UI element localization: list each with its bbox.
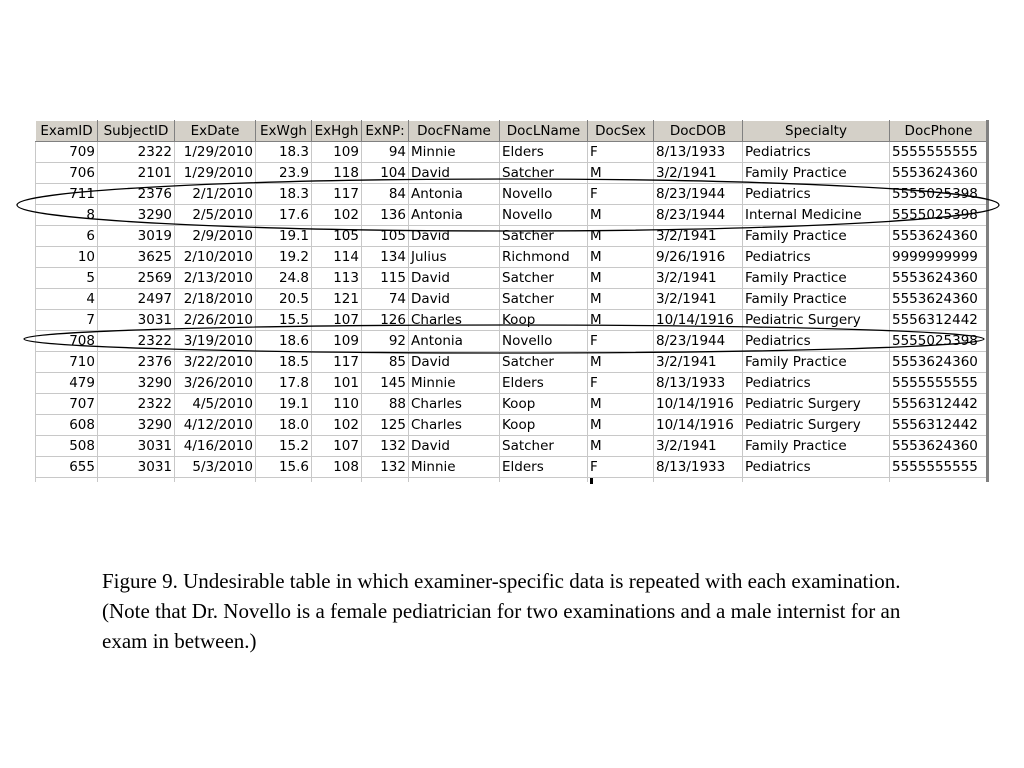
- empty-cell[interactable]: [256, 478, 312, 483]
- table-cell[interactable]: Satcher: [500, 436, 588, 457]
- table-cell[interactable]: M: [588, 310, 654, 331]
- table-cell[interactable]: 102: [312, 205, 362, 226]
- table-cell[interactable]: 109: [312, 142, 362, 163]
- table-cell[interactable]: 508: [36, 436, 98, 457]
- table-cell[interactable]: David: [409, 226, 500, 247]
- table-cell[interactable]: Pediatrics: [743, 331, 890, 352]
- table-cell[interactable]: Satcher: [500, 289, 588, 310]
- table-cell[interactable]: 608: [36, 415, 98, 436]
- table-cell[interactable]: 134: [362, 247, 409, 268]
- empty-cell[interactable]: [36, 478, 98, 483]
- table-cell[interactable]: David: [409, 268, 500, 289]
- table-cell[interactable]: 479: [36, 373, 98, 394]
- table-cell[interactable]: Antonia: [409, 331, 500, 352]
- table-cell[interactable]: 3/22/2010: [175, 352, 256, 373]
- column-header[interactable]: SubjectID: [98, 121, 175, 142]
- table-cell[interactable]: M: [588, 268, 654, 289]
- figure-caption: Figure 9. Undesirable table in which examiner-specific data is repeated with each examination. (Note that Dr. Novello is a female pediatrician for two examinations and a male internist for an exam in between.): [102, 569, 901, 653]
- table-cell[interactable]: M: [588, 163, 654, 184]
- column-header[interactable]: DocFName: [409, 121, 500, 142]
- table-row[interactable]: [36, 142, 988, 163]
- table-cell[interactable]: 121: [312, 289, 362, 310]
- table-cell[interactable]: 8/13/1933: [654, 457, 743, 478]
- table-cell[interactable]: 5553624360: [890, 289, 988, 310]
- table-cell[interactable]: 708: [36, 331, 98, 352]
- table-cell[interactable]: 5553624360: [890, 163, 988, 184]
- table-cell[interactable]: Family Practice: [743, 436, 890, 457]
- table-cell[interactable]: 101: [312, 373, 362, 394]
- table-cell[interactable]: 113: [312, 268, 362, 289]
- sheet-right-border: [986, 120, 989, 482]
- table-cell[interactable]: 8/23/1944: [654, 205, 743, 226]
- table-cell[interactable]: 18.3: [256, 184, 312, 205]
- table-cell[interactable]: 3290: [98, 415, 175, 436]
- empty-cell[interactable]: [175, 478, 256, 483]
- table-cell[interactable]: Charles: [409, 310, 500, 331]
- table-cell[interactable]: 94: [362, 142, 409, 163]
- table-cell[interactable]: 5553624360: [890, 226, 988, 247]
- table-row[interactable]: [36, 415, 988, 436]
- table-cell[interactable]: Novello: [500, 205, 588, 226]
- table-cell[interactable]: Family Practice: [743, 163, 890, 184]
- table-cell[interactable]: 2/10/2010: [175, 247, 256, 268]
- table-cell[interactable]: 10/14/1916: [654, 415, 743, 436]
- table-cell[interactable]: 132: [362, 457, 409, 478]
- table-cell[interactable]: 74: [362, 289, 409, 310]
- table-cell[interactable]: Koop: [500, 394, 588, 415]
- table-cell[interactable]: 5553624360: [890, 352, 988, 373]
- table-cell[interactable]: Julius: [409, 247, 500, 268]
- table-row[interactable]: [36, 310, 988, 331]
- table-cell[interactable]: M: [588, 415, 654, 436]
- table-cell[interactable]: Antonia: [409, 205, 500, 226]
- table-cell[interactable]: 5553624360: [890, 436, 988, 457]
- table-row[interactable]: [36, 436, 988, 457]
- table-cell[interactable]: M: [588, 352, 654, 373]
- table-cell[interactable]: Charles: [409, 415, 500, 436]
- table-cell[interactable]: 5555025398: [890, 184, 988, 205]
- table-cell[interactable]: 655: [36, 457, 98, 478]
- table-cell[interactable]: 3/2/1941: [654, 289, 743, 310]
- table-cell[interactable]: 4: [36, 289, 98, 310]
- table-cell[interactable]: Satcher: [500, 226, 588, 247]
- table-cell[interactable]: 2/5/2010: [175, 205, 256, 226]
- table-cell[interactable]: 7: [36, 310, 98, 331]
- column-header[interactable]: DocDOB: [654, 121, 743, 142]
- table-cell[interactable]: 2/18/2010: [175, 289, 256, 310]
- table-cell[interactable]: 1/29/2010: [175, 163, 256, 184]
- table-cell[interactable]: 10/14/1916: [654, 310, 743, 331]
- table-cell[interactable]: 125: [362, 415, 409, 436]
- table-cell[interactable]: 17.8: [256, 373, 312, 394]
- table-cell[interactable]: 3/2/1941: [654, 268, 743, 289]
- table-cell[interactable]: 10: [36, 247, 98, 268]
- column-header[interactable]: ExDate: [175, 121, 256, 142]
- table-cell[interactable]: Minnie: [409, 142, 500, 163]
- table-cell[interactable]: 3290: [98, 373, 175, 394]
- table-cell[interactable]: 88: [362, 394, 409, 415]
- table-row[interactable]: [36, 163, 988, 184]
- table-cell[interactable]: 3/26/2010: [175, 373, 256, 394]
- table-cell[interactable]: Antonia: [409, 184, 500, 205]
- table-cell[interactable]: 5555025398: [890, 205, 988, 226]
- cursor-mark: [590, 478, 593, 484]
- empty-cell[interactable]: [743, 478, 890, 483]
- table-row[interactable]: [36, 394, 988, 415]
- column-header[interactable]: Specialty: [743, 121, 890, 142]
- table-cell[interactable]: 20.5: [256, 289, 312, 310]
- empty-cell[interactable]: [654, 478, 743, 483]
- table-cell[interactable]: 3/2/1941: [654, 352, 743, 373]
- table-cell[interactable]: M: [588, 205, 654, 226]
- empty-cell[interactable]: [312, 478, 362, 483]
- table-cell[interactable]: 3/2/1941: [654, 226, 743, 247]
- table-cell[interactable]: Minnie: [409, 457, 500, 478]
- table-cell[interactable]: 85: [362, 352, 409, 373]
- table-cell[interactable]: 3/19/2010: [175, 331, 256, 352]
- table-row[interactable]: [36, 268, 988, 289]
- table-cell[interactable]: 711: [36, 184, 98, 205]
- table-cell[interactable]: Koop: [500, 310, 588, 331]
- table-cell[interactable]: 5/3/2010: [175, 457, 256, 478]
- table-cell[interactable]: 1/29/2010: [175, 142, 256, 163]
- table-cell[interactable]: 109: [312, 331, 362, 352]
- table-cell[interactable]: Pediatrics: [743, 247, 890, 268]
- table-cell[interactable]: 4/12/2010: [175, 415, 256, 436]
- table-cell[interactable]: 5: [36, 268, 98, 289]
- table-cell[interactable]: M: [588, 394, 654, 415]
- table-cell[interactable]: 115: [362, 268, 409, 289]
- table-cell[interactable]: 84: [362, 184, 409, 205]
- table-cell[interactable]: Elders: [500, 373, 588, 394]
- table-cell[interactable]: 110: [312, 394, 362, 415]
- table-cell[interactable]: 118: [312, 163, 362, 184]
- table-cell[interactable]: Pediatrics: [743, 142, 890, 163]
- table-cell[interactable]: 18.3: [256, 142, 312, 163]
- empty-row[interactable]: [36, 478, 988, 483]
- table-cell[interactable]: Pediatric Surgery: [743, 310, 890, 331]
- table-cell[interactable]: Koop: [500, 415, 588, 436]
- table-cell[interactable]: 3/2/1941: [654, 163, 743, 184]
- table-cell[interactable]: 8: [36, 205, 98, 226]
- column-header[interactable]: DocLName: [500, 121, 588, 142]
- column-header[interactable]: ExamID: [36, 121, 98, 142]
- table-row[interactable]: [36, 457, 988, 478]
- data-table-sheet: [35, 120, 989, 482]
- table-cell[interactable]: Satcher: [500, 268, 588, 289]
- table-cell[interactable]: 3031: [98, 310, 175, 331]
- table-cell[interactable]: Family Practice: [743, 268, 890, 289]
- table-cell[interactable]: 114: [312, 247, 362, 268]
- table-cell[interactable]: 104: [362, 163, 409, 184]
- table-cell[interactable]: 15.5: [256, 310, 312, 331]
- table-cell[interactable]: 2569: [98, 268, 175, 289]
- table-cell[interactable]: 2/13/2010: [175, 268, 256, 289]
- table-cell[interactable]: Family Practice: [743, 226, 890, 247]
- table-cell[interactable]: Charles: [409, 394, 500, 415]
- table-cell[interactable]: Family Practice: [743, 352, 890, 373]
- table-cell[interactable]: F: [588, 184, 654, 205]
- table-cell[interactable]: Pediatric Surgery: [743, 415, 890, 436]
- table-cell[interactable]: 2322: [98, 331, 175, 352]
- table-cell[interactable]: M: [588, 247, 654, 268]
- table-cell[interactable]: 5555555555: [890, 373, 988, 394]
- empty-cell[interactable]: [362, 478, 409, 483]
- table-cell[interactable]: 3019: [98, 226, 175, 247]
- table-cell[interactable]: 5556312442: [890, 310, 988, 331]
- table-cell[interactable]: 2/1/2010: [175, 184, 256, 205]
- table-cell[interactable]: F: [588, 331, 654, 352]
- table-cell[interactable]: 710: [36, 352, 98, 373]
- table-row[interactable]: [36, 352, 988, 373]
- table-cell[interactable]: 3031: [98, 436, 175, 457]
- table-cell[interactable]: 5553624360: [890, 268, 988, 289]
- column-header[interactable]: ExNP:: [362, 121, 409, 142]
- table-cell[interactable]: 8/13/1933: [654, 373, 743, 394]
- table-cell[interactable]: M: [588, 289, 654, 310]
- table-cell[interactable]: 2322: [98, 142, 175, 163]
- table-cell[interactable]: 10/14/1916: [654, 394, 743, 415]
- table-cell[interactable]: Internal Medicine: [743, 205, 890, 226]
- table-cell[interactable]: 24.8: [256, 268, 312, 289]
- table-cell[interactable]: 3290: [98, 205, 175, 226]
- table-cell[interactable]: Satcher: [500, 163, 588, 184]
- table-cell[interactable]: 107: [312, 310, 362, 331]
- table-row[interactable]: [36, 184, 988, 205]
- table-cell[interactable]: 3031: [98, 457, 175, 478]
- table-cell[interactable]: Pediatrics: [743, 457, 890, 478]
- table-cell[interactable]: 136: [362, 205, 409, 226]
- table-cell[interactable]: F: [588, 457, 654, 478]
- table-cell[interactable]: 2376: [98, 352, 175, 373]
- table-cell[interactable]: Family Practice: [743, 289, 890, 310]
- table-cell[interactable]: 9999999999: [890, 247, 988, 268]
- table-cell[interactable]: 18.0: [256, 415, 312, 436]
- table-cell[interactable]: Minnie: [409, 373, 500, 394]
- table-cell[interactable]: 108: [312, 457, 362, 478]
- table-cell[interactable]: 102: [312, 415, 362, 436]
- table-cell[interactable]: 706: [36, 163, 98, 184]
- table-cell[interactable]: F: [588, 373, 654, 394]
- table-cell[interactable]: 117: [312, 184, 362, 205]
- table-cell[interactable]: 19.2: [256, 247, 312, 268]
- table-cell[interactable]: F: [588, 142, 654, 163]
- table-cell[interactable]: 5555025398: [890, 331, 988, 352]
- table-cell[interactable]: 8/13/1933: [654, 142, 743, 163]
- table-cell[interactable]: 9/26/1916: [654, 247, 743, 268]
- table-cell[interactable]: 8/23/1944: [654, 331, 743, 352]
- empty-cell[interactable]: [500, 478, 588, 483]
- table-cell[interactable]: Elders: [500, 457, 588, 478]
- empty-cell[interactable]: [890, 478, 988, 483]
- empty-cell[interactable]: [588, 478, 654, 483]
- table-cell[interactable]: 92: [362, 331, 409, 352]
- table-cell[interactable]: 117: [312, 352, 362, 373]
- table-row[interactable]: [36, 373, 988, 394]
- table-cell[interactable]: 6: [36, 226, 98, 247]
- table-cell[interactable]: 17.6: [256, 205, 312, 226]
- table-cell[interactable]: 15.2: [256, 436, 312, 457]
- table-cell[interactable]: 2497: [98, 289, 175, 310]
- header-row: [36, 121, 988, 142]
- column-header[interactable]: ExHgh: [312, 121, 362, 142]
- table-cell[interactable]: M: [588, 226, 654, 247]
- table-cell[interactable]: 2101: [98, 163, 175, 184]
- column-header[interactable]: ExWgh: [256, 121, 312, 142]
- table-cell[interactable]: Novello: [500, 184, 588, 205]
- table-cell[interactable]: 3/2/1941: [654, 436, 743, 457]
- table-row[interactable]: [36, 331, 988, 352]
- table-cell[interactable]: David: [409, 436, 500, 457]
- table-cell[interactable]: 18.5: [256, 352, 312, 373]
- table-row[interactable]: [36, 205, 988, 226]
- exam-table: [35, 120, 988, 482]
- table-cell[interactable]: 2322: [98, 394, 175, 415]
- table-cell[interactable]: 2/9/2010: [175, 226, 256, 247]
- table-cell[interactable]: David: [409, 163, 500, 184]
- table-cell[interactable]: 18.6: [256, 331, 312, 352]
- table-cell[interactable]: 105: [362, 226, 409, 247]
- table-cell[interactable]: 132: [362, 436, 409, 457]
- table-cell[interactable]: 2/26/2010: [175, 310, 256, 331]
- table-cell[interactable]: 15.6: [256, 457, 312, 478]
- table-cell[interactable]: 105: [312, 226, 362, 247]
- table-cell[interactable]: David: [409, 352, 500, 373]
- table-cell[interactable]: 4/16/2010: [175, 436, 256, 457]
- table-cell[interactable]: Novello: [500, 331, 588, 352]
- table-cell[interactable]: 5556312442: [890, 394, 988, 415]
- table-row[interactable]: [36, 247, 988, 268]
- table-cell[interactable]: 126: [362, 310, 409, 331]
- column-header[interactable]: DocSex: [588, 121, 654, 142]
- table-row[interactable]: [36, 289, 988, 310]
- table-body: [36, 142, 988, 483]
- table-cell[interactable]: 709: [36, 142, 98, 163]
- table-cell[interactable]: 707: [36, 394, 98, 415]
- table-cell[interactable]: 19.1: [256, 226, 312, 247]
- table-cell[interactable]: Elders: [500, 142, 588, 163]
- table-cell[interactable]: 19.1: [256, 394, 312, 415]
- table-cell[interactable]: Pediatrics: [743, 184, 890, 205]
- column-header[interactable]: DocPhone: [890, 121, 988, 142]
- table-cell[interactable]: 5555555555: [890, 457, 988, 478]
- table-cell[interactable]: 3625: [98, 247, 175, 268]
- empty-cell[interactable]: [98, 478, 175, 483]
- empty-cell[interactable]: [409, 478, 500, 483]
- table-cell[interactable]: 145: [362, 373, 409, 394]
- table-cell[interactable]: 107: [312, 436, 362, 457]
- table-cell[interactable]: David: [409, 289, 500, 310]
- table-cell[interactable]: Satcher: [500, 352, 588, 373]
- table-cell[interactable]: Richmond: [500, 247, 588, 268]
- table-cell[interactable]: Pediatric Surgery: [743, 394, 890, 415]
- table-cell[interactable]: 23.9: [256, 163, 312, 184]
- table-cell[interactable]: 4/5/2010: [175, 394, 256, 415]
- table-row[interactable]: [36, 226, 988, 247]
- table-cell[interactable]: Pediatrics: [743, 373, 890, 394]
- table-cell[interactable]: 2376: [98, 184, 175, 205]
- table-cell[interactable]: 5555555555: [890, 142, 988, 163]
- table-cell[interactable]: 5556312442: [890, 415, 988, 436]
- table-cell[interactable]: M: [588, 436, 654, 457]
- table-cell[interactable]: 8/23/1944: [654, 184, 743, 205]
